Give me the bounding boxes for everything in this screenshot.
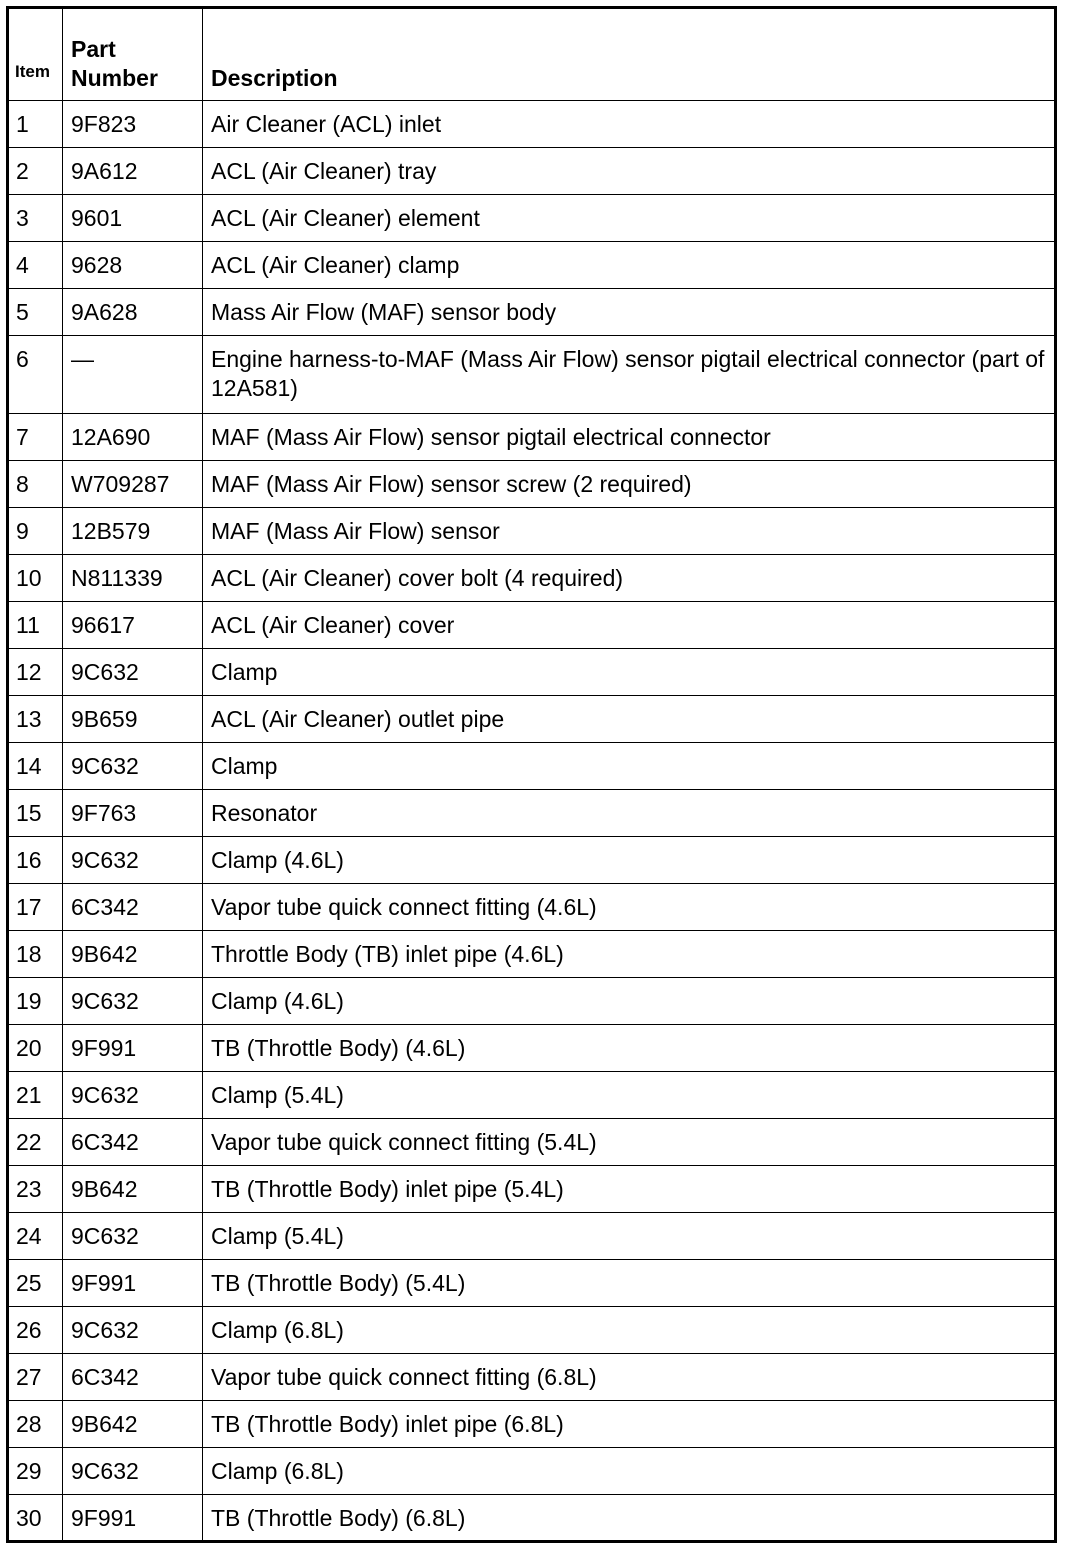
cell-description: Vapor tube quick connect fitting (5.4L) [203,1119,1056,1166]
header-description: Description [203,8,1056,101]
cell-item: 26 [8,1307,63,1354]
cell-item: 5 [8,289,63,336]
cell-part-number: 9C632 [63,837,203,884]
cell-description: Clamp (6.8L) [203,1307,1056,1354]
cell-item: 17 [8,884,63,931]
cell-item: 24 [8,1213,63,1260]
cell-description: ACL (Air Cleaner) cover bolt (4 required) [203,555,1056,602]
table-row [8,790,1056,837]
cell-item: 16 [8,837,63,884]
header-row [8,8,1056,101]
table-row [8,101,1056,148]
cell-description: Clamp [203,649,1056,696]
cell-description: Engine harness-to-MAF (Mass Air Flow) sensor pigtail electrical connector (part of 12A581) [203,336,1056,414]
table-row [8,1495,1056,1542]
cell-part-number: 9A612 [63,148,203,195]
cell-description: Resonator [203,790,1056,837]
cell-item: 10 [8,555,63,602]
table-row [8,508,1056,555]
cell-description: Clamp (4.6L) [203,978,1056,1025]
cell-item: 4 [8,242,63,289]
table-row [8,242,1056,289]
cell-part-number: 9C632 [63,649,203,696]
table-row [8,195,1056,242]
cell-item: 6 [8,336,63,414]
parts-table-container [6,6,1057,1543]
cell-item: 15 [8,790,63,837]
table-row [8,461,1056,508]
cell-description: MAF (Mass Air Flow) sensor [203,508,1056,555]
cell-item: 3 [8,195,63,242]
table-row [8,696,1056,743]
cell-description: ACL (Air Cleaner) element [203,195,1056,242]
cell-part-number: — [63,336,203,414]
cell-item: 29 [8,1448,63,1495]
cell-description: TB (Throttle Body) (4.6L) [203,1025,1056,1072]
cell-part-number: 6C342 [63,884,203,931]
cell-description: Clamp (4.6L) [203,837,1056,884]
cell-description: MAF (Mass Air Flow) sensor pigtail electrical connector [203,414,1056,461]
cell-description: ACL (Air Cleaner) tray [203,148,1056,195]
cell-description: Clamp [203,743,1056,790]
cell-part-number: 6C342 [63,1119,203,1166]
cell-part-number: 9C632 [63,1307,203,1354]
table-row [8,602,1056,649]
cell-description: TB (Throttle Body) (5.4L) [203,1260,1056,1307]
cell-part-number: 9B642 [63,931,203,978]
cell-part-number: 9B642 [63,1166,203,1213]
cell-part-number: 9F823 [63,101,203,148]
cell-part-number: N811339 [63,555,203,602]
table-row [8,1354,1056,1401]
table-row [8,884,1056,931]
table-row [8,336,1056,414]
cell-item: 19 [8,978,63,1025]
cell-description: Clamp (5.4L) [203,1213,1056,1260]
cell-part-number: 9C632 [63,743,203,790]
cell-item: 14 [8,743,63,790]
cell-item: 30 [8,1495,63,1542]
cell-part-number: 9A628 [63,289,203,336]
table-row [8,1025,1056,1072]
cell-description: Clamp (6.8L) [203,1448,1056,1495]
cell-part-number: 9C632 [63,1213,203,1260]
cell-item: 12 [8,649,63,696]
cell-part-number: 96617 [63,602,203,649]
cell-part-number: 9F991 [63,1025,203,1072]
cell-part-number: 12B579 [63,508,203,555]
cell-item: 25 [8,1260,63,1307]
cell-part-number: 9B642 [63,1401,203,1448]
cell-part-number: 9C632 [63,978,203,1025]
table-row [8,978,1056,1025]
table-row [8,1401,1056,1448]
cell-item: 21 [8,1072,63,1119]
cell-part-number: 9C632 [63,1072,203,1119]
cell-item: 7 [8,414,63,461]
table-row [8,1307,1056,1354]
table-row [8,148,1056,195]
table-row [8,1213,1056,1260]
table-row [8,1166,1056,1213]
cell-part-number: 9628 [63,242,203,289]
cell-part-number: W709287 [63,461,203,508]
header-part-number: Part Number [63,8,203,101]
cell-item: 28 [8,1401,63,1448]
cell-description: Throttle Body (TB) inlet pipe (4.6L) [203,931,1056,978]
table-row [8,1119,1056,1166]
cell-description: ACL (Air Cleaner) outlet pipe [203,696,1056,743]
cell-item: 11 [8,602,63,649]
cell-part-number: 9B659 [63,696,203,743]
parts-table [6,6,1057,1543]
cell-description: Air Cleaner (ACL) inlet [203,101,1056,148]
cell-item: 1 [8,101,63,148]
cell-item: 20 [8,1025,63,1072]
table-row [8,289,1056,336]
table-row [8,414,1056,461]
cell-description: TB (Throttle Body) inlet pipe (6.8L) [203,1401,1056,1448]
table-row [8,555,1056,602]
cell-description: TB (Throttle Body) (6.8L) [203,1495,1056,1542]
cell-part-number: 9601 [63,195,203,242]
table-row [8,649,1056,696]
cell-item: 13 [8,696,63,743]
cell-description: Clamp (5.4L) [203,1072,1056,1119]
cell-item: 23 [8,1166,63,1213]
table-body [8,101,1056,1542]
table-row [8,1448,1056,1495]
cell-item: 8 [8,461,63,508]
table-header [8,8,1056,101]
cell-description: Vapor tube quick connect fitting (4.6L) [203,884,1056,931]
cell-item: 18 [8,931,63,978]
cell-item: 9 [8,508,63,555]
header-item: Item [8,8,63,101]
table-row [8,743,1056,790]
table-row [8,1260,1056,1307]
cell-item: 27 [8,1354,63,1401]
cell-description: ACL (Air Cleaner) cover [203,602,1056,649]
cell-description: TB (Throttle Body) inlet pipe (5.4L) [203,1166,1056,1213]
cell-part-number: 9F991 [63,1495,203,1542]
cell-description: ACL (Air Cleaner) clamp [203,242,1056,289]
cell-item: 22 [8,1119,63,1166]
table-row [8,931,1056,978]
cell-description: Vapor tube quick connect fitting (6.8L) [203,1354,1056,1401]
cell-item: 2 [8,148,63,195]
cell-description: Mass Air Flow (MAF) sensor body [203,289,1056,336]
cell-part-number: 9F991 [63,1260,203,1307]
cell-description: MAF (Mass Air Flow) sensor screw (2 required) [203,461,1056,508]
cell-part-number: 9F763 [63,790,203,837]
cell-part-number: 12A690 [63,414,203,461]
table-row [8,837,1056,884]
cell-part-number: 9C632 [63,1448,203,1495]
table-row [8,1072,1056,1119]
cell-part-number: 6C342 [63,1354,203,1401]
